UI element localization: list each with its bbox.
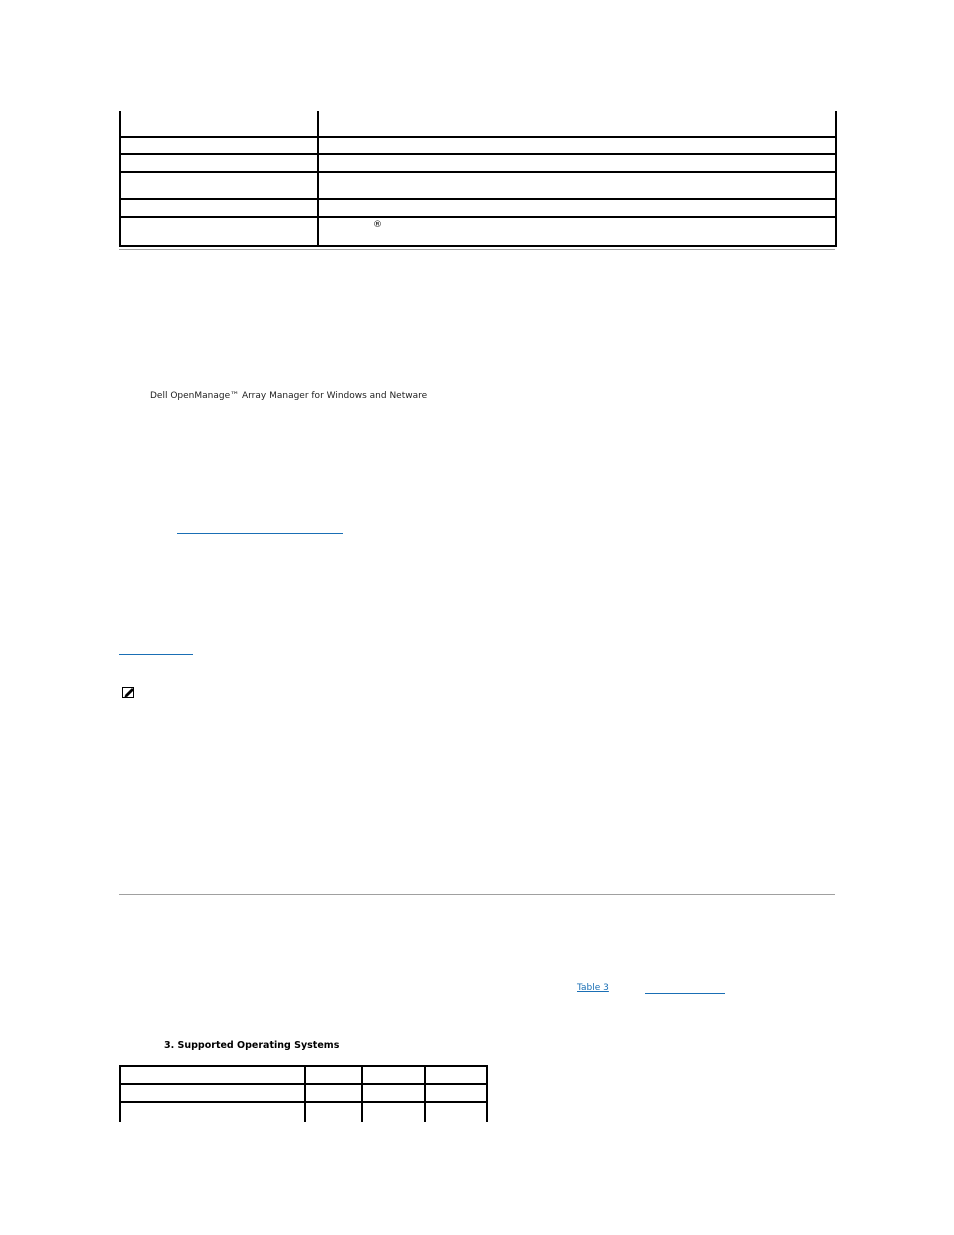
table-row bbox=[120, 1084, 487, 1102]
table-cell bbox=[362, 1084, 425, 1102]
supported-os-table bbox=[119, 1065, 488, 1122]
system-requirements-table bbox=[119, 111, 837, 247]
registered-mark: ® bbox=[373, 220, 382, 230]
table-cell bbox=[318, 172, 836, 199]
table-caption: 3. Supported Operating Systems bbox=[164, 1040, 340, 1051]
table-cell bbox=[318, 217, 836, 246]
table-cell bbox=[305, 1084, 362, 1102]
table-row bbox=[120, 154, 836, 172]
table-row bbox=[120, 137, 836, 154]
table-cell bbox=[120, 111, 318, 137]
table-row bbox=[120, 1102, 487, 1122]
table-cell bbox=[425, 1084, 487, 1102]
table-row bbox=[120, 217, 836, 246]
table-cell bbox=[120, 1084, 305, 1102]
table-cell bbox=[120, 1066, 305, 1084]
table-cell bbox=[305, 1066, 362, 1084]
table-cell bbox=[318, 199, 836, 217]
table-cell bbox=[120, 137, 318, 154]
note-pencil-icon bbox=[122, 683, 136, 695]
section-divider bbox=[119, 249, 835, 250]
table-cell bbox=[305, 1102, 362, 1122]
table-row bbox=[120, 1066, 487, 1084]
table-cell bbox=[120, 172, 318, 199]
table-cell bbox=[362, 1066, 425, 1084]
hyperlink[interactable] bbox=[177, 533, 343, 534]
table-cell bbox=[120, 1102, 305, 1122]
table-cell bbox=[425, 1102, 487, 1122]
table-row bbox=[120, 199, 836, 217]
hyperlink[interactable] bbox=[645, 993, 725, 994]
table-row bbox=[120, 111, 836, 137]
table-cell bbox=[425, 1066, 487, 1084]
table-cell bbox=[120, 154, 318, 172]
product-name: Dell OpenManage™ Array Manager for Windows and Netware bbox=[150, 391, 428, 401]
table-cell bbox=[318, 137, 836, 154]
table-cell bbox=[318, 154, 836, 172]
hyperlink[interactable] bbox=[119, 654, 193, 655]
table-row bbox=[120, 172, 836, 199]
table-cell bbox=[120, 217, 318, 246]
table-cell bbox=[362, 1102, 425, 1122]
table-cell bbox=[120, 199, 318, 217]
table-3-link[interactable]: Table 3 bbox=[577, 983, 609, 993]
section-divider bbox=[119, 894, 835, 895]
table-cell bbox=[318, 111, 836, 137]
